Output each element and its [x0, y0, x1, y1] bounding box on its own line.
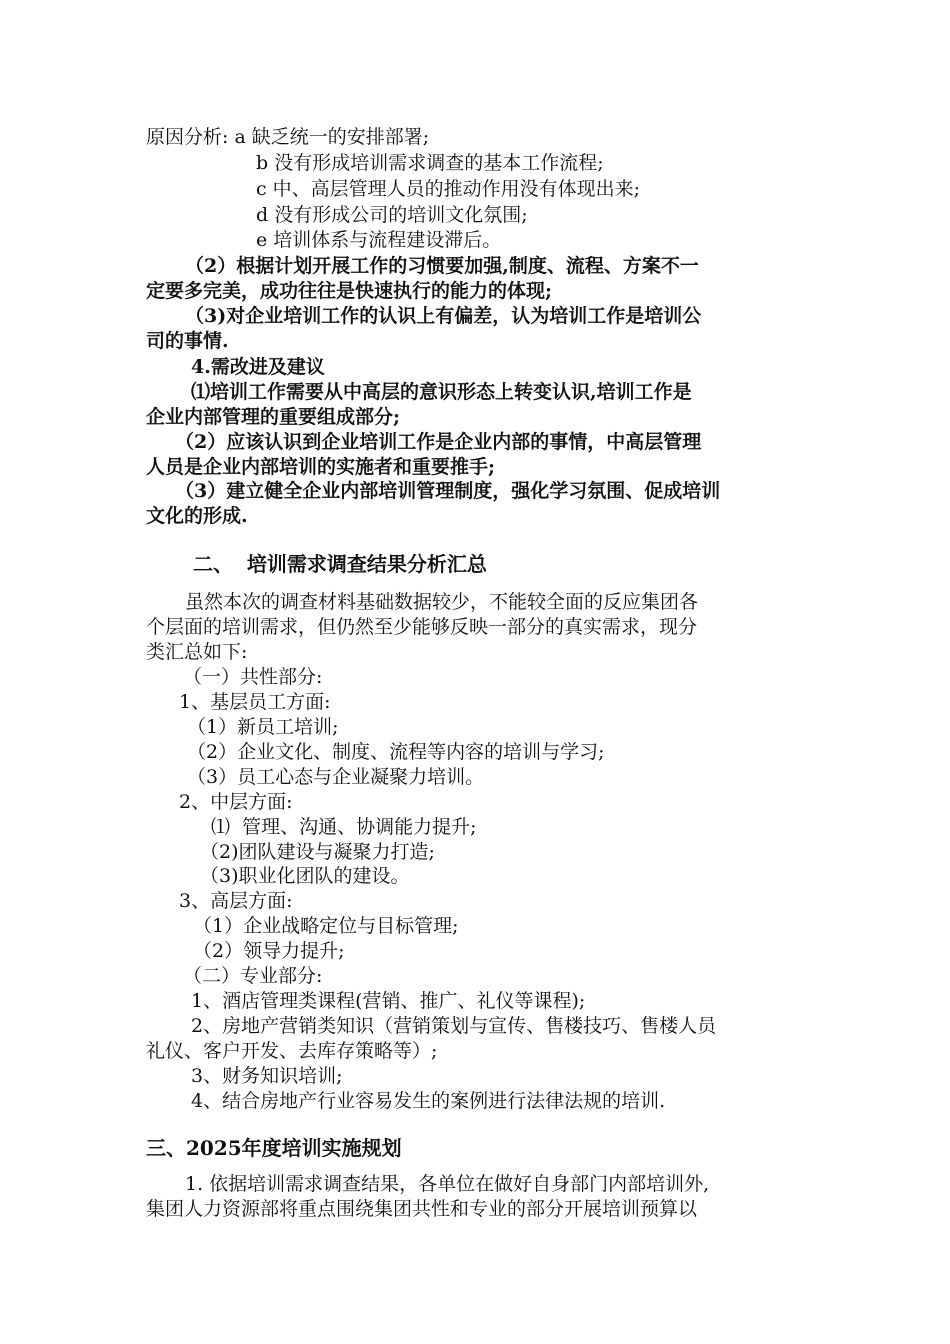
- problem-2-line2: 定要多完美，成功往往是快速执行的能力的体现;: [146, 280, 553, 302]
- senior-heading: 3、高层方面:: [179, 890, 293, 912]
- improvement-2-line2: 人员是企业内部培训的实施者和重要推手;: [146, 456, 496, 478]
- improvement-1-line2: 企业内部管理的重要组成部分;: [146, 406, 401, 428]
- professional-item-1: 1、酒店管理类课程(营销、推广、礼仪等课程);: [191, 990, 586, 1012]
- grassroots-item-2: （2）企业文化、制度、流程等内容的培训与学习;: [187, 741, 605, 763]
- section-2-heading: 二、 培训需求调查结果分析汇总: [193, 552, 487, 576]
- senior-item-1: （1）企业战略定位与目标管理;: [193, 915, 459, 937]
- common-part-heading: （一）共性部分:: [183, 666, 323, 688]
- grassroots-item-3: （3）员工心态与企业凝聚力培训。: [187, 766, 485, 788]
- survey-intro-line1: 虽然本次的调查材料基础数据较少，不能较全面的反应集团各: [185, 591, 699, 613]
- cause-analysis-e: e 培训体系与流程建设滞后。: [256, 229, 502, 251]
- middle-item-3: （3)职业化团队的建设。: [200, 865, 410, 887]
- improvement-3-line2: 文化的形成.: [146, 505, 248, 527]
- improvement-2-line1: （2）应该认识到企业培训工作是企业内部的事情，中高层管理: [175, 431, 702, 453]
- professional-item-3: 3、财务知识培训;: [191, 1065, 343, 1087]
- grassroots-heading: 1、基层员工方面:: [179, 691, 331, 713]
- section-3-heading: 三、2025年度培训实施规划: [146, 1136, 402, 1160]
- grassroots-item-1: （1）新员工培训;: [187, 716, 339, 738]
- problem-2-line1: （2）根据计划开展工作的习惯要加强,制度、流程、方案不一: [185, 255, 699, 277]
- improvement-1-line1: ⑴培训工作需要从中高层的意识形态上转变认识,培训工作是: [191, 381, 692, 403]
- professional-item-4: 4、结合房地产行业容易发生的案例进行法律法规的培训.: [191, 1090, 666, 1112]
- senior-item-2: （2）领导力提升;: [193, 940, 345, 962]
- professional-part-heading: （二）专业部分:: [183, 965, 323, 987]
- problem-3-line2: 司的事情.: [146, 330, 229, 352]
- improvement-heading: 4.需改进及建议: [191, 356, 325, 378]
- improvement-3-line1: （3）建立健全企业内部培训管理制度，强化学习氛围、促成培训: [175, 480, 721, 502]
- middle-item-1: ⑴ 管理、沟通、协调能力提升;: [211, 816, 477, 838]
- cause-analysis-c: c 中、高层管理人员的推动作用没有体现出来;: [256, 178, 641, 200]
- middle-heading: 2、中层方面:: [179, 791, 293, 813]
- professional-item-2-line2: 礼仪、客户开发、去库存策略等）;: [146, 1040, 438, 1062]
- cause-analysis-a: 原因分析: a 缺乏统一的安排部署;: [146, 126, 430, 148]
- plan-item-1-line1: 1. 依据培训需求调查结果，各单位在做好自身部门内部培训外,: [185, 1173, 710, 1195]
- plan-item-1-line2: 集团人力资源部将重点围绕集团共性和专业的部分开展培训预算以: [146, 1198, 698, 1220]
- cause-analysis-b: b 没有形成培训需求调查的基本工作流程;: [256, 152, 604, 174]
- problem-3-line1: （3)对企业培训工作的认识上有偏差，认为培训工作是培训公: [185, 305, 702, 327]
- cause-analysis-d: d 没有形成公司的培训文化氛围;: [256, 204, 528, 226]
- professional-item-2-line1: 2、房地产营销类知识（营销策划与宣传、售楼技巧、售楼人员: [191, 1015, 717, 1037]
- survey-intro-line2: 个层面的培训需求，但仍然至少能够反映一部分的真实需求，现分: [146, 616, 698, 638]
- middle-item-2: （2)团队建设与凝聚力打造;: [200, 841, 435, 863]
- survey-intro-line3: 类汇总如下:: [146, 641, 248, 663]
